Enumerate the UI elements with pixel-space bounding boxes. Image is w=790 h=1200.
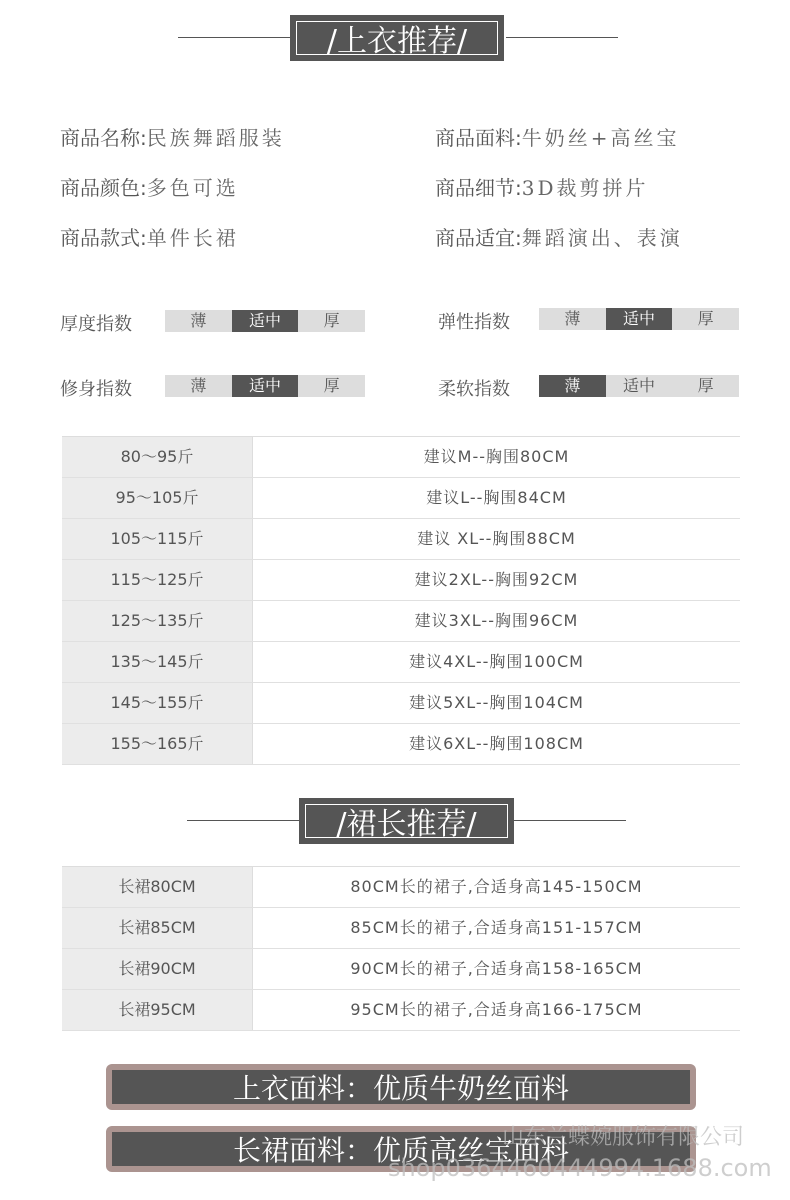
info-color	[60, 172, 239, 201]
index-label: 柔软指数	[438, 379, 510, 400]
info-value: 牛奶丝+高丝宝	[521, 126, 680, 150]
table-row	[62, 519, 740, 560]
table-cell-value: 95CM长的裙子,合适身高166-175CM	[350, 1000, 643, 1019]
table-cell-value: 建议6XL--胸围108CM	[409, 734, 584, 753]
skirt-table	[62, 866, 740, 1031]
info-detail	[435, 172, 649, 201]
table-cell-value: 建议5XL--胸围104CM	[409, 693, 584, 712]
index-bar	[165, 310, 365, 332]
fabric-text: 长裙面料：优质高丝宝面料	[112, 1132, 690, 1166]
table-row	[62, 478, 740, 519]
info-label: 商品颜色:	[60, 176, 147, 200]
divider-line	[506, 37, 618, 38]
fabric-text: 上衣面料：优质牛奶丝面料	[112, 1070, 690, 1104]
info-value: 多色可选	[146, 176, 239, 200]
index-option: 厚	[323, 311, 340, 330]
index-label: 弹性指数	[438, 312, 510, 333]
fabric-banner-top	[106, 1064, 696, 1110]
table-cell-value: 90CM长的裙子,合适身高158-165CM	[350, 959, 643, 978]
index-option: 适中	[623, 376, 656, 395]
info-name	[60, 122, 285, 151]
table-row	[62, 642, 740, 683]
index-option: 薄	[190, 376, 207, 395]
info-label: 商品面料:	[435, 126, 522, 150]
info-label: 商品款式:	[60, 226, 147, 250]
info-label: 商品名称:	[60, 126, 147, 150]
table-cell-key: 长裙95CM	[62, 990, 253, 1030]
info-value: 舞蹈演出、表演	[521, 226, 683, 250]
table-cell-key: 80～95斤	[62, 437, 253, 477]
table-cell-value: 建议L--胸围84CM	[426, 488, 567, 507]
info-value: 3D裁剪拼片	[521, 176, 649, 200]
table-cell-key: 105～115斤	[62, 519, 253, 559]
info-label: 商品细节:	[435, 176, 522, 200]
table-cell-key: 长裙80CM	[62, 867, 253, 907]
index-option: 适中	[606, 308, 673, 330]
divider-line	[187, 820, 300, 821]
section-title-text: /上衣推荐/	[296, 21, 498, 55]
section-title-skirt	[299, 798, 514, 844]
table-cell-value: 建议4XL--胸围100CM	[409, 652, 584, 671]
index-option: 薄	[190, 311, 207, 330]
watermark-company: 山东兰蝶婉服饰有限公司	[502, 1125, 745, 1150]
index-bar	[165, 375, 365, 397]
table-row	[62, 949, 740, 990]
info-suitable	[435, 222, 683, 251]
index-option: 厚	[697, 376, 714, 395]
table-row	[62, 437, 740, 478]
table-cell-key: 155～165斤	[62, 724, 253, 764]
divider-line	[178, 37, 290, 38]
table-row	[62, 990, 740, 1031]
table-row	[62, 867, 740, 908]
index-option: 适中	[232, 375, 299, 397]
table-row	[62, 601, 740, 642]
index-option: 厚	[323, 376, 340, 395]
divider-line	[514, 820, 626, 821]
index-label: 修身指数	[60, 379, 132, 400]
table-cell-value: 建议 XL--胸围88CM	[417, 529, 576, 548]
watermark-url: shop0364460444994.1688.com	[388, 1154, 772, 1182]
section-title-top	[290, 15, 504, 61]
info-fabric	[435, 122, 680, 151]
table-cell-value: 85CM长的裙子,合适身高151-157CM	[350, 918, 643, 937]
info-style	[60, 222, 239, 251]
table-cell-key: 135～145斤	[62, 642, 253, 682]
table-cell-key: 125～135斤	[62, 601, 253, 641]
index-option: 厚	[697, 309, 714, 328]
table-cell-key: 长裙85CM	[62, 908, 253, 948]
index-bar	[539, 308, 739, 330]
info-value: 单件长裙	[146, 226, 239, 250]
table-cell-value: 建议2XL--胸围92CM	[414, 570, 579, 589]
info-label: 商品适宜:	[435, 226, 522, 250]
table-cell-value: 建议3XL--胸围96CM	[414, 611, 579, 630]
table-cell-key: 115～125斤	[62, 560, 253, 600]
table-row	[62, 908, 740, 949]
table-cell-value: 建议M--胸围80CM	[423, 447, 570, 466]
index-bar	[539, 375, 739, 397]
index-option: 适中	[232, 310, 299, 332]
table-cell-key: 长裙90CM	[62, 949, 253, 989]
section-title-text: /裙长推荐/	[305, 804, 508, 838]
index-label: 厚度指数	[60, 314, 132, 335]
index-option: 薄	[539, 375, 606, 397]
table-cell-key: 95～105斤	[62, 478, 253, 518]
info-value: 民族舞蹈服装	[146, 126, 285, 150]
table-cell-key: 145～155斤	[62, 683, 253, 723]
table-cell-value: 80CM长的裙子,合适身高145-150CM	[350, 877, 643, 896]
index-option: 薄	[564, 309, 581, 328]
size-table	[62, 436, 740, 765]
table-row	[62, 683, 740, 724]
table-row	[62, 724, 740, 765]
table-row	[62, 560, 740, 601]
